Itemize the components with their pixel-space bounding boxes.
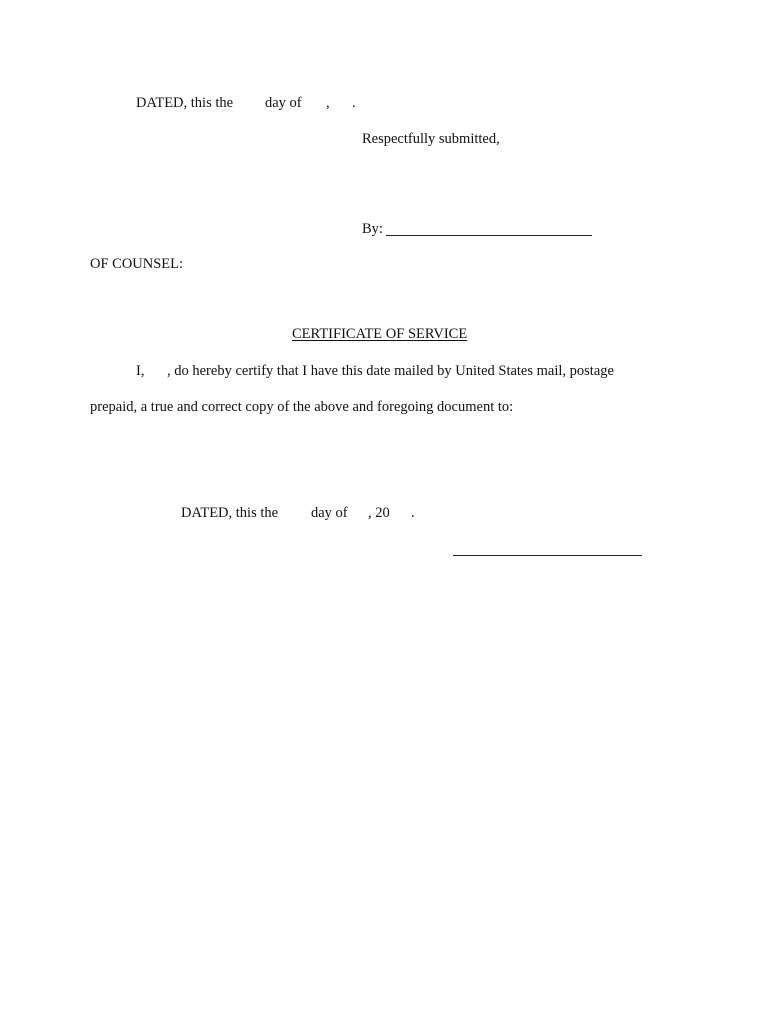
of-counsel-label: OF COUNSEL: xyxy=(90,256,184,272)
respectfully-submitted: Respectfully submitted, xyxy=(362,131,500,147)
certificate-line-1: , do hereby certify that I have this date mailed by United States mail, postage xyxy=(167,363,614,379)
by-label: By: xyxy=(362,221,383,237)
certificate-day-of: day of xyxy=(311,505,348,521)
date-period: . xyxy=(352,95,356,111)
certificate-line-2: prepaid, a true and correct copy of the above and foregoing document to: xyxy=(90,399,514,415)
certificate-title: CERTIFICATE OF SERVICE xyxy=(292,326,468,342)
date-comma: , xyxy=(326,95,330,111)
certificate-i: I, xyxy=(136,363,145,379)
certificate-period: . xyxy=(411,505,415,521)
dated-prefix: DATED, this the xyxy=(136,95,234,111)
signature-line-certificate xyxy=(453,555,642,556)
day-of-label: day of xyxy=(265,95,302,111)
signature-line-counsel xyxy=(386,235,592,236)
certificate-year-prefix: , 20 xyxy=(368,505,390,521)
certificate-dated-prefix: DATED, this the xyxy=(181,505,279,521)
